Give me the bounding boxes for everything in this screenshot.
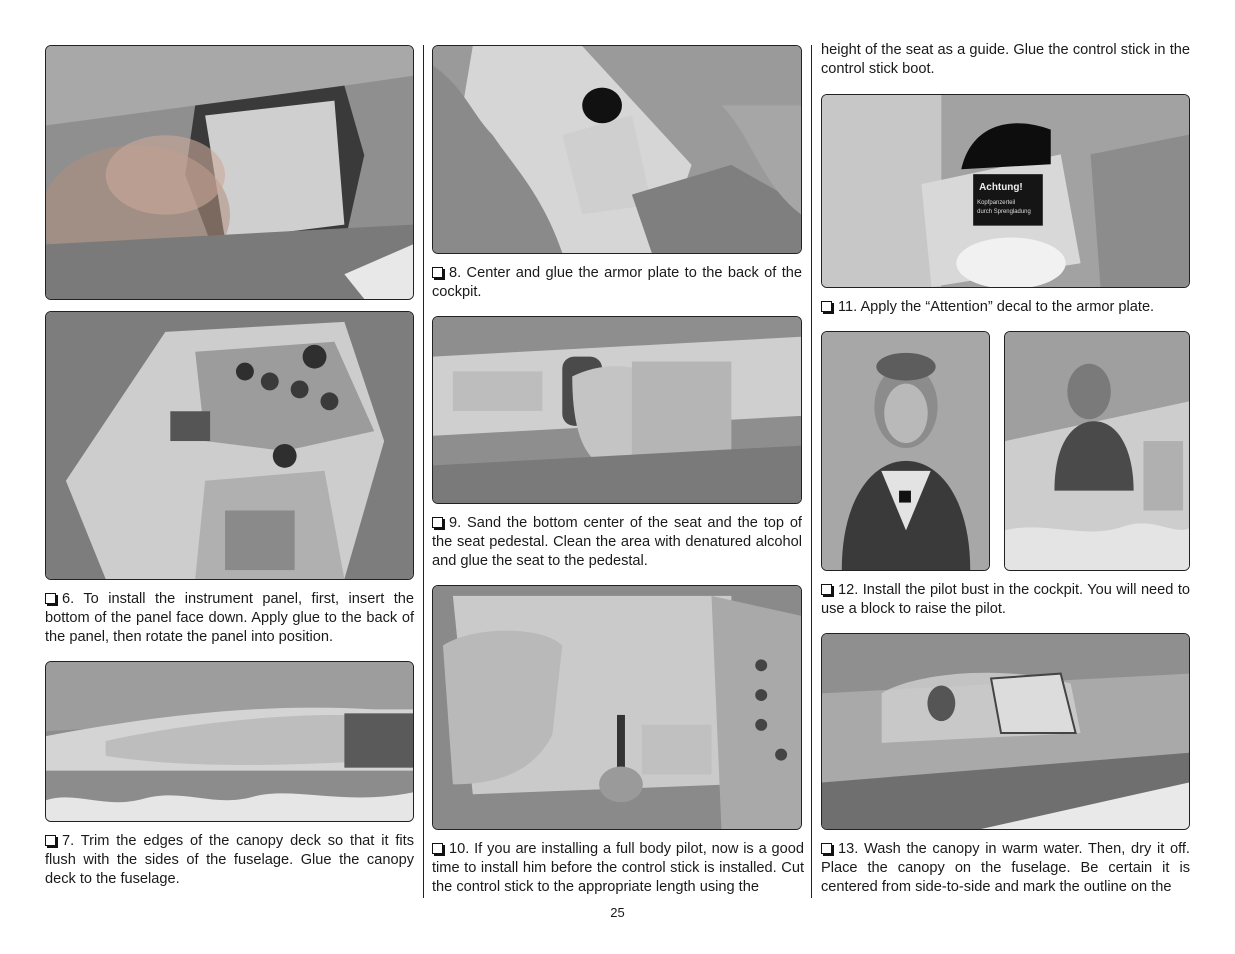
checkbox-icon[interactable] <box>45 835 56 846</box>
column-divider-2 <box>811 45 812 898</box>
photo-pilot-in-cockpit <box>1004 331 1190 571</box>
checkbox-icon[interactable] <box>45 593 56 604</box>
step-6: 6. To install the instrument panel, first, insert the bottom of the panel face down. Apply glue to the back of the panel, then rotate the panel into position. <box>45 591 414 645</box>
step-10: 10. If you are installing a full body pilot, now is a good time to install him before the control stick is installed. Cut the control stick to the appropriate length using the <box>432 841 804 895</box>
photo-instrument-panel <box>45 311 414 580</box>
page-number: 25 <box>610 905 625 920</box>
photo-armor-plate <box>432 45 802 254</box>
checkbox-icon[interactable] <box>432 517 443 528</box>
photo-canopy <box>821 633 1190 830</box>
decal-title: Achtung! <box>979 182 1023 194</box>
checkbox-icon[interactable] <box>432 843 443 854</box>
checkbox-icon[interactable] <box>821 843 832 854</box>
decal-line2: durch Sprengladung <box>977 208 1031 215</box>
photo-control-stick <box>432 585 802 830</box>
photo-seat <box>432 316 802 504</box>
step-7: 7. Trim the edges of the canopy deck so that it fits flush with the sides of the fuselage. Glue the canopy deck to the fuselage. <box>45 833 414 887</box>
step-10-continued: height of the seat as a guide. Glue the control stick in the control stick boot. <box>821 42 1190 77</box>
photo-canopy-deck <box>45 661 414 822</box>
decal-line1: Kopfpanzerteil <box>977 199 1016 206</box>
step-13: 13. Wash the canopy in warm water. Then, dry it off. Place the canopy on the fuselage. Be certain it is centered from side-to-side and mark the outline on the <box>821 841 1190 895</box>
photo-hand-fuselage <box>45 45 414 300</box>
step-11: 11. Apply the “Attention” decal to the armor plate. <box>821 298 1190 317</box>
step-9: 9. Sand the bottom center of the seat and the top of the seat pedestal. Clean the area with denatured alcohol and glue the seat to the pedestal. <box>432 515 802 569</box>
photo-attention-decal <box>821 94 1190 288</box>
step-12: 12. Install the pilot bust in the cockpit. You will need to use a block to raise the pilot. <box>821 582 1190 617</box>
checkbox-icon[interactable] <box>821 301 832 312</box>
photo-pilot-bust <box>821 331 990 571</box>
checkbox-icon[interactable] <box>821 584 832 595</box>
column-divider-1 <box>423 45 424 898</box>
checkbox-icon[interactable] <box>432 267 443 278</box>
step-8: 8. Center and glue the armor plate to the back of the cockpit. <box>432 265 802 300</box>
